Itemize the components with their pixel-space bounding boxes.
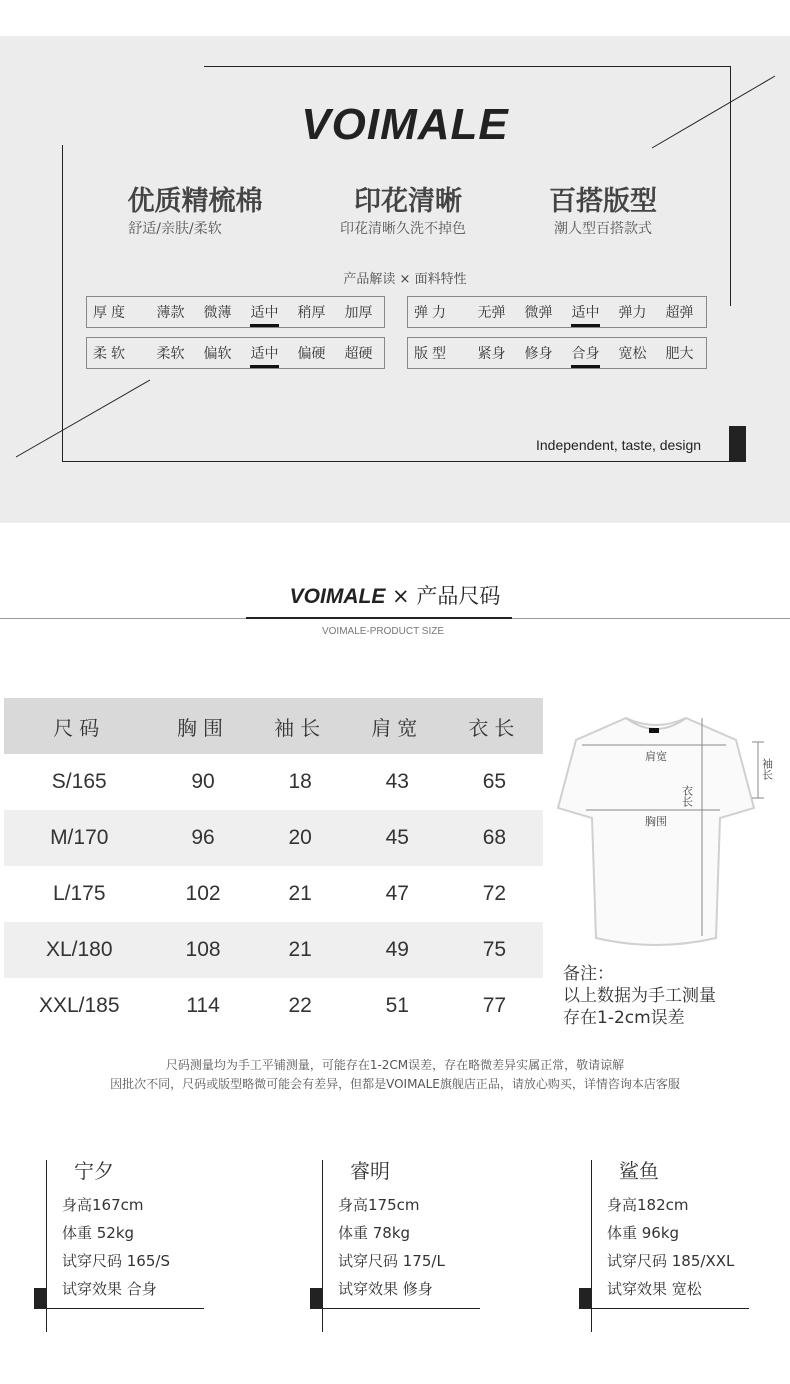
diagram-label-chest: 胸围 (645, 815, 667, 828)
attribute-option-selected: 适中 (241, 343, 288, 363)
model-height: 身高175cm (338, 1196, 420, 1214)
model-fit: 试穿效果 修身 (338, 1280, 433, 1298)
attribute-option: 微薄 (203, 305, 232, 321)
attribute-option: 薄款 (156, 305, 185, 321)
cell-size: M/170 (4, 810, 155, 866)
hero-banner (0, 36, 790, 523)
model-name: 宁夕 (74, 1159, 114, 1183)
table-row (4, 810, 543, 866)
tagline: Independent, taste, design (536, 437, 702, 453)
model-fit: 试穿效果 合身 (62, 1280, 157, 1298)
attribute-option: 紧身 (477, 346, 506, 362)
section-title-text: 产品尺码 (416, 584, 501, 608)
cell-chest: 108 (155, 922, 252, 978)
model-card-2 (322, 1155, 572, 1306)
attribute-option: 宽松 (618, 346, 647, 362)
cell-sleeve: 18 (288, 770, 312, 793)
attribute-option: 偏硬 (297, 346, 326, 362)
model-fit: 试穿效果 宽松 (607, 1280, 702, 1298)
cell-shoulder: 49 (349, 922, 446, 978)
cell-size: S/165 (51, 770, 107, 793)
cell-size: XL/180 (4, 922, 155, 978)
section-divider-accent (246, 617, 512, 619)
tshirt-diagram (548, 710, 788, 960)
section-brand: VOIMALE (289, 585, 386, 608)
attribute-option-selected: 合身 (562, 343, 609, 363)
cell-length: 72 (482, 882, 507, 905)
attribute-option: 超弹 (665, 305, 694, 321)
attribute-label: 柔软 (93, 346, 129, 362)
header-chest: 胸围 (155, 698, 252, 754)
cell-size: L/175 (52, 882, 106, 905)
model-3-block (579, 1288, 591, 1308)
cell-shoulder: 47 (385, 882, 409, 905)
attributes-heading: 产品解读 × 面料特性 (343, 272, 467, 287)
model-height: 身高167cm (62, 1196, 144, 1214)
table-row (4, 922, 543, 978)
label-tag-icon (649, 728, 659, 733)
cell-chest: 96 (155, 810, 252, 866)
cell-size: XXL/185 (38, 994, 120, 1017)
header-shoulder: 肩宽 (349, 698, 446, 754)
model-card-3 (591, 1155, 790, 1306)
model-2-vline (322, 1160, 323, 1332)
size-table (4, 698, 543, 1034)
cell-length: 68 (446, 810, 543, 866)
model-size: 试穿尺码 185/XXL (607, 1252, 735, 1270)
cell-sleeve: 22 (288, 994, 312, 1017)
attribute-option: 偏软 (203, 346, 232, 362)
note-title: 备注： (563, 964, 614, 984)
model-1-hline (34, 1308, 204, 1309)
attribute-option: 修身 (524, 346, 553, 362)
model-name: 鲨鱼 (619, 1159, 659, 1183)
diagram-label-length: 衣长 (680, 785, 694, 807)
model-2-block (310, 1288, 322, 1308)
feature-subtitle-fit: 潮人型百搭款式 (554, 221, 652, 237)
model-size: 试穿尺码 175/L (338, 1252, 445, 1270)
cell-shoulder: 45 (349, 810, 446, 866)
cell-sleeve: 21 (288, 882, 312, 905)
attribute-option: 弹力 (618, 305, 647, 321)
cell-sleeve: 20 (252, 810, 349, 866)
model-1-vline (46, 1160, 47, 1332)
attribute-option: 超硬 (344, 346, 373, 362)
cell-chest: 114 (186, 994, 220, 1017)
table-row (4, 866, 543, 922)
attribute-option: 无弹 (477, 305, 506, 321)
measurement-note (563, 963, 716, 1029)
attribute-option: 稍厚 (297, 305, 326, 321)
attribute-option-selected: 适中 (241, 302, 288, 322)
model-card-1 (46, 1155, 296, 1306)
model-weight: 体重 52kg (62, 1224, 135, 1242)
attribute-option-selected: 适中 (562, 302, 609, 322)
size-section-subtitle: VOIMALE-PRODUCT SIZE (321, 626, 445, 637)
size-section-title (0, 580, 790, 610)
note-line1: 以上数据为手工测量 (563, 986, 716, 1006)
header-size: 尺码 (4, 698, 155, 754)
attribute-option: 微弹 (524, 305, 553, 321)
model-weight: 体重 96kg (607, 1224, 680, 1242)
feature-title-fit: 百搭版型 (549, 186, 657, 217)
attribute-elasticity (407, 296, 707, 328)
header-length: 衣长 (446, 698, 543, 754)
feature-subtitle-cotton: 舒适/亲肤/柔软 (128, 221, 222, 237)
model-1-block (34, 1288, 46, 1308)
header-sleeve: 袖长 (252, 698, 349, 754)
feature-subtitle-print: 印花清晰久洗不掉色 (340, 221, 466, 237)
cell-shoulder: 51 (385, 994, 409, 1017)
attribute-option: 加厚 (344, 305, 373, 321)
model-weight: 体重 78kg (338, 1224, 411, 1242)
table-row (4, 978, 543, 1034)
table-header-row (4, 698, 543, 754)
cell-length: 77 (482, 994, 507, 1017)
attribute-softness (86, 337, 385, 369)
model-3-hline (579, 1308, 749, 1309)
attribute-option: 肥大 (665, 346, 694, 362)
attribute-label: 厚度 (93, 305, 129, 321)
diagram-label-shoulder: 肩宽 (645, 750, 667, 763)
diagram-label-sleeve: 袖长 (760, 758, 774, 780)
cell-chest: 102 (185, 882, 221, 905)
disclaimer-line1: 尺码测量均为手工平铺测量，可能存在1-2CM误差，存在略微差异实属正常，敬请谅解 (165, 1058, 625, 1072)
cell-length: 65 (482, 770, 507, 793)
model-name: 睿明 (350, 1159, 390, 1183)
brand-logo: VOIMALE (301, 100, 509, 149)
attribute-option: 柔软 (156, 346, 185, 362)
note-line2: 存在1-2cm误差 (563, 1008, 685, 1028)
model-2-hline (310, 1308, 480, 1309)
attribute-thickness (86, 296, 385, 328)
model-size: 试穿尺码 165/S (62, 1252, 170, 1270)
attribute-fit (407, 337, 707, 369)
attribute-label: 弹力 (414, 305, 450, 321)
section-separator: × (392, 584, 410, 608)
feature-title-print: 印花清晰 (354, 186, 462, 217)
attribute-label: 版型 (414, 346, 450, 362)
model-height: 身高182cm (607, 1196, 689, 1214)
cell-chest: 90 (191, 770, 215, 793)
cell-sleeve: 21 (252, 922, 349, 978)
feature-title-cotton: 优质精梳棉 (127, 186, 263, 217)
model-3-vline (591, 1160, 592, 1332)
disclaimer-line2: 因批次不同，尺码或版型略微可能会有差异，但都是VOIMALE旗舰店正品，请放心购买，详情咨询本店客服 (110, 1077, 680, 1091)
cell-shoulder: 43 (385, 770, 409, 793)
table-row (4, 754, 543, 810)
cell-length: 75 (446, 922, 543, 978)
